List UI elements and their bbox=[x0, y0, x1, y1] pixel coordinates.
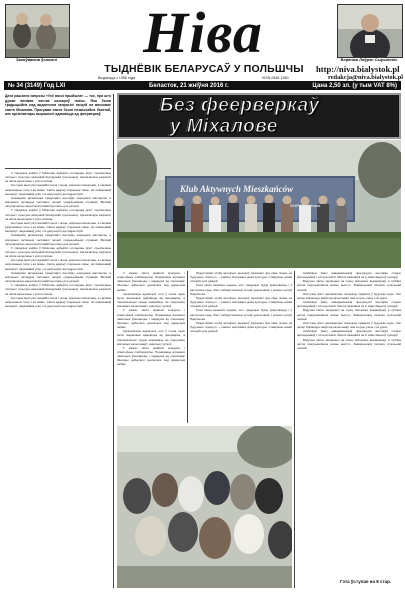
article-column-2 bbox=[117, 271, 185, 423]
column-3-paragraph: Госці свята выказалі надзею, што традыцыя будзе працягвацца і ў наступныя гады. Фэст сабраў некалькі сотняў удзельнікаў з розных куткоў Падляшша. bbox=[190, 283, 292, 296]
headline-line-2: у Міхалове bbox=[170, 116, 278, 137]
issue-info-bar bbox=[4, 81, 401, 90]
issue-price: Цана 2,50 зл. (у тым VAT 8%) bbox=[312, 82, 397, 89]
article-column-1 bbox=[5, 171, 111, 567]
main-photo-group bbox=[117, 140, 401, 268]
founded-note: Выдаецца з 1956 года bbox=[98, 76, 136, 80]
column-2-paragraph: У межах свята прайшлі конкурсы і спартыўныя спаборніцтвы. Пераможцы атрымалі памятныя ўзнагароды і падарункі ад спонсараў. Увечары адбылася дыскатэка пад адкрытым небам. bbox=[117, 271, 185, 292]
column-4-paragraph: Вядучыя свята запрашалі на сцэну мясцовых выканаўцаў, а публіка цёпла падтрымлівала кожны выступ. Завяршылася імпрэза супольнай песняй. bbox=[297, 337, 401, 350]
column-1-paragraph: У сярэдзіне жніўня ў Міхалове адбыўся штогадовы фэст, прысвечаны гісторыі і культуры мясцовай беларускай супольнасці. Арганізатары запрасілі на свята калектывы з усяго рэгіёна. bbox=[5, 245, 111, 259]
column-4-paragraph: Асаблівую ўвагу наведвальнікаў прыцягнула выстаўка старых фотаздымкаў з гісторыі вёскі. Многія пазнавалі на іх сваіх бацькоў і дзядоў. bbox=[297, 329, 401, 338]
column-3-paragraph: Прадстаўнікі клуба актыўных жыхароў расказалі пра свае планы на будучыню. Сярод іх — рамонт мясцовага дома культуры і стварэнне новай пляцоўкі для дзяцей. bbox=[190, 295, 292, 309]
column-4-paragraph: Асаблівую ўвагу наведвальнікаў прыцягнула выстаўка старых фотаздымкаў з гісторыі вёскі. Многія пазнавалі на іх сваіх бацькоў і дзядоў. bbox=[297, 300, 401, 309]
issue-date: Беласток, 21 жніўня 2016 г. bbox=[149, 82, 229, 89]
column-1-paragraph: Грамадскія арганізацыі прадставілі выстаўку народнага мастацтва, а мясцовыя гаспадыні частавалі гасцей традыцыйнымі стравамі. Вялікай папулярнасцю карысталіся майстар-класы для дзяцей. bbox=[5, 195, 111, 209]
column-1-paragraph: На сцэне выступілі ансамблі песні і танца, дзіцячыя калектывы, а таксама запрошаныя госці з-за мяжы. Свята адкрыў старшыня гміны, які павіншаваў жыхароў і падзякаваў усім, хто далучыўся да падрыхтоўкі. bbox=[5, 183, 111, 196]
lead-divider bbox=[5, 168, 111, 169]
masthead-left-photo bbox=[5, 4, 70, 58]
crowd-photo bbox=[117, 426, 292, 588]
column-1-paragraph: На сцэне выступілі ансамблі песні і танца, дзіцячыя калектывы, а таксама запрошаныя госці з-за мяжы. Свята адкрыў старшыня гміны, які павіншаваў жыхароў і падзякаваў усім, хто далучыўся да падрыхтоўкі. bbox=[5, 295, 111, 308]
column-1-paragraph: У сярэдзіне жніўня ў Міхалове адбыўся штогадовы фэст, прысвечаны гісторыі і культуры мясцовай беларускай супольнасці. Арганізатары запрасілі на свята калектывы з усяго рэгіёна. bbox=[5, 283, 111, 296]
article-lead: Дата рашэння імпрэзы «Усё вяскі прыйшла» — тое, пра што думае вялікая частка жыхароў гміны. Яна была традыцыйна пад вядзеннем запрасілі гасцей на вясковае свята Міхалова. Праграма свята была незвычайна багатай, але арганізатары вырашылі адмовіцца ад феерверкаў. bbox=[5, 94, 111, 117]
column-3-paragraph: Прадстаўнікі клуба актыўных жыхароў расказалі пра свае планы на будучыню. Сярод іх — рамонт мясцовага дома культуры і стварэнне новай пляцоўкі для дзяцей. bbox=[190, 271, 292, 284]
masthead-right-photo bbox=[337, 4, 403, 58]
photo-banner-sign: Klub Aktywnych Mieszkańców bbox=[180, 184, 294, 194]
column-4-paragraph: Наступны фэст арганізатары плануюць правесці ў будучым годзе. Ужо цяпер збіраюцца заяўкі ад калектываў, якія хочуць узяць у ім удзел. bbox=[297, 291, 401, 300]
column-divider bbox=[113, 94, 114, 588]
column-2-paragraph: У межах свята прайшлі конкурсы і спартыўныя спаборніцтвы. Пераможцы атрымалі памятныя ўзнагароды і падарункі ад спонсараў. Увечары адбылася дыскатэка пад адкрытым небам. bbox=[117, 308, 185, 330]
column-4-paragraph: Асаблівую ўвагу наведвальнікаў прыцягнула выстаўка старых фотаздымкаў з гісторыі вёскі. Многія пазнавалі на іх сваіх бацькоў і дзядоў. bbox=[297, 271, 401, 280]
column-2-paragraph: Арганізатары адзначылі, што ў гэтым годзе было вырашана адмовіцца ад феерверка, а сэкономленыя сродкі накіраваць на падтрымку мясцовых калектываў і дзіцячых гурткоў. bbox=[117, 291, 185, 309]
article-column-3 bbox=[190, 271, 292, 423]
left-photo-caption: Захоўваюча ўспомні bbox=[16, 57, 57, 62]
article-column-4 bbox=[297, 271, 401, 575]
headline-line-1: Без феерверкаў bbox=[160, 95, 320, 116]
column-divider bbox=[294, 271, 295, 588]
masthead-logo: Ніва bbox=[143, 0, 263, 65]
column-3-paragraph: Прадстаўнікі клуба актыўных жыхароў расказалі пра свае планы на будучыню. Сярод іх — рамонт мясцовага дома культуры і стварэнне новай пляцоўкі для дзяцей. bbox=[190, 320, 292, 334]
column-2-paragraph: У межах свята прайшлі конкурсы і спартыўныя спаборніцтвы. Пераможцы атрымалі памятныя ўзнагароды і падарункі ад спонсараў. Увечары адбылася дыскатэка пад адкрытым небам. bbox=[117, 345, 185, 367]
column-4-paragraph: Наступны фэст арганізатары плануюць правесці ў будучым годзе. Ужо цяпер збіраюцца заяўкі ад калектываў, якія хочуць узяць у ім удзел. bbox=[297, 320, 401, 330]
column-1-paragraph: У сярэдзіне жніўня ў Міхалове адбыўся штогадовы фэст, прысвечаны гісторыі і культуры мясцовай беларускай супольнасці. Арганізатары запрасілі на свята калектывы з усяго рэгіёна. bbox=[5, 171, 111, 184]
right-photo-caption: Вераніка Лаўрэн Сырыневіч bbox=[340, 57, 398, 62]
column-4-paragraph: Вядучыя свята запрашалі на сцэну мясцовых выканаўцаў, а публіка цёпла падтрымлівала кожны выступ. Завяршылася імпрэза супольнай песняй. bbox=[297, 279, 401, 292]
column-divider bbox=[187, 271, 188, 423]
column-1-paragraph: Грамадскія арганізацыі прадставілі выстаўку народнага мастацтва, а мясцовыя гаспадыні частавалі гасцей традыцыйнымі стравамі. Вялікай папулярнасцю карысталіся майстар-класы для дзяцей. bbox=[5, 270, 111, 284]
column-3-paragraph: Госці свята выказалі надзею, што традыцыя будзе працягвацца і ў наступныя гады. Фэст сабраў некалькі сотняў удзельнікаў з розных куткоў Падляшша. bbox=[190, 308, 292, 321]
column-4-paragraph: Вядучыя свята запрашалі на сцэну мясцовых выканаўцаў, а публіка цёпла падтрымлівала кожны выступ. Завяршылася імпрэза супольнай песняй. bbox=[297, 308, 401, 321]
column-2-paragraph: Арганізатары адзначылі, што ў гэтым годзе было вырашана адмовіцца ад феерверка, а сэкономленыя сродкі накіраваць на падтрымку мясцовых калектываў і дзіцячых гурткоў. bbox=[117, 329, 185, 346]
column-1-paragraph: У сярэдзіне жніўня ў Міхалове адбыўся штогадовы фэст, прысвечаны гісторыі і культуры мясцовай беларускай супольнасці. Арганізатары запрасілі на свята калектывы з усяго рэгіёна. bbox=[5, 208, 111, 221]
email-link[interactable]: redakcja@niva.bialystok.pl bbox=[328, 74, 404, 81]
column-1-paragraph: На сцэне выступілі ансамблі песні і танца, дзіцячыя калектывы, а таксама запрошаныя госці з-за мяжы. Свята адкрыў старшыня гміны, які павіншаваў жыхароў і падзякаваў усім, хто далучыўся да падрыхтоўкі. bbox=[5, 220, 111, 234]
continuation-note: Гэта ўступае на 8 стар. bbox=[340, 579, 392, 584]
issn-note: ISSN 0546-1960 bbox=[262, 76, 289, 80]
website-link[interactable]: http://niva.bialystok.pl bbox=[316, 64, 400, 74]
column-1-paragraph: Грамадскія арганізацыі прадставілі выстаўку народнага мастацтва, а мясцовыя гаспадыні частавалі гасцей традыцыйнымі стравамі. Вялікай папулярнасцю карысталіся майстар-класы для дзяцей. bbox=[5, 233, 111, 246]
issue-number: № 34 (3149) Год LXI bbox=[8, 82, 66, 89]
photo-banner-sub: GOP Michałowo bbox=[290, 203, 321, 208]
masthead-subtitle: ТЫДНЁВІК БЕЛАРУСАЎ У ПОЛЬШЧЫ bbox=[104, 63, 304, 75]
column-1-paragraph: На сцэне выступілі ансамблі песні і танца, дзіцячыя калектывы, а таксама запрошаныя госці з-за мяжы. Свята адкрыў старшыня гміны, які павіншаваў жыхароў і падзякаваў усім, хто далучыўся да падрыхтоўкі. bbox=[5, 258, 111, 271]
